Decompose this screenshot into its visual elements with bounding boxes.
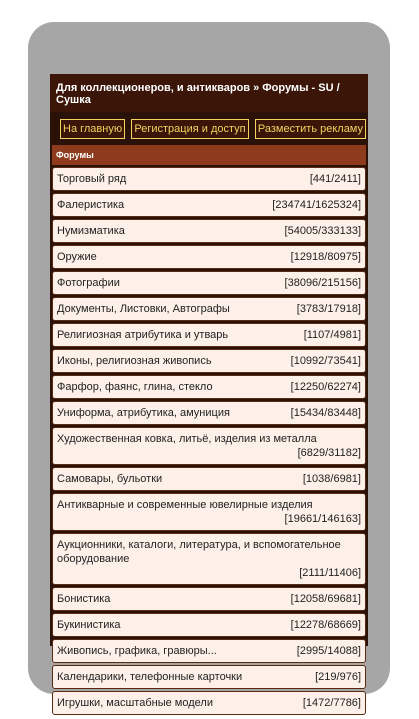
forum-row-weapons[interactable] bbox=[52, 245, 366, 269]
forum-count: [219/976] bbox=[315, 671, 361, 683]
forum-row-porcelain[interactable] bbox=[52, 375, 366, 399]
forum-count: [12058/69681] bbox=[290, 593, 361, 605]
forum-count: [2995/14088] bbox=[296, 645, 361, 657]
forum-title[interactable]: Игрушки, масштабные модели bbox=[57, 697, 213, 709]
forum-title[interactable]: Художественная ковка, литьё, изделия из металла bbox=[57, 433, 317, 445]
forum-count: [54005/333133] bbox=[284, 225, 361, 237]
forum-row-calendars[interactable] bbox=[52, 665, 366, 689]
forum-title[interactable]: Религиозная атрибутика и утварь bbox=[57, 329, 229, 341]
forum-title[interactable]: Фалеристика bbox=[57, 199, 125, 211]
forum-title[interactable]: Документы, Листовки, Автографы bbox=[57, 303, 230, 315]
forum-row-toys[interactable] bbox=[52, 691, 366, 715]
forum-title[interactable]: Оружие bbox=[57, 251, 97, 263]
forum-title[interactable]: Бонистика bbox=[57, 593, 111, 605]
forum-count: [234741/1625324] bbox=[272, 199, 361, 211]
forum-row-samovars[interactable] bbox=[52, 467, 366, 491]
forum-row-metalwork[interactable] bbox=[52, 427, 366, 465]
forum-count: [1038/6981] bbox=[302, 473, 361, 485]
forum-title[interactable]: Календарики, телефонные карточки bbox=[57, 671, 243, 683]
forum-count: [441/2411] bbox=[309, 173, 361, 185]
forum-row-religious[interactable] bbox=[52, 323, 366, 347]
forum-title[interactable]: Фотографии bbox=[57, 277, 120, 289]
page-title: Для коллекционеров, и антикваров » Форумы - SU / Сушка bbox=[56, 82, 340, 106]
forum-row-trading[interactable] bbox=[52, 167, 366, 191]
forum-count: [12918/80975] bbox=[290, 251, 361, 263]
browser-screen bbox=[50, 74, 368, 709]
advertise-button[interactable]: Разместить рекламу bbox=[255, 119, 366, 139]
section-title: Форумы bbox=[56, 150, 94, 160]
forum-title[interactable]: Нумизматика bbox=[57, 225, 125, 237]
forum-row-documents[interactable] bbox=[52, 297, 366, 321]
forum-title[interactable]: Торговый ряд bbox=[57, 173, 127, 185]
forum-row-uniform[interactable] bbox=[52, 401, 366, 425]
nav-bar bbox=[50, 112, 368, 143]
forum-count: [6829/31182] bbox=[297, 447, 361, 459]
forum-count: [38096/215156] bbox=[284, 277, 361, 289]
forum-row-faleristics[interactable] bbox=[52, 193, 366, 217]
forum-title[interactable]: Самовары, бульотки bbox=[57, 473, 163, 485]
forum-row-books[interactable] bbox=[52, 613, 366, 637]
forum-count: [15434/83448] bbox=[290, 407, 361, 419]
forum-row-jewelry[interactable] bbox=[52, 493, 366, 531]
forum-title[interactable]: Живопись, графика, гравюры... bbox=[57, 645, 217, 657]
forum-count: [12278/68669] bbox=[290, 619, 361, 631]
forum-row-auctions[interactable] bbox=[52, 533, 366, 585]
forum-row-photos[interactable] bbox=[52, 271, 366, 295]
forum-count: [1472/7786] bbox=[302, 697, 361, 709]
forum-row-icons[interactable] bbox=[52, 349, 366, 373]
forum-count: [10992/73541] bbox=[290, 355, 361, 367]
forum-title[interactable]: Фарфор, фаянс, глина, стекло bbox=[57, 381, 213, 393]
register-button[interactable]: Регистрация и доступ bbox=[131, 119, 248, 139]
forum-title[interactable]: Иконы, религиозная живопись bbox=[57, 355, 212, 367]
page-header bbox=[50, 74, 368, 112]
home-button[interactable]: На главную bbox=[60, 119, 125, 139]
forum-count: [1107/4981] bbox=[303, 329, 361, 341]
forum-title[interactable]: Букинистика bbox=[57, 619, 121, 631]
forum-count: [2111/11406] bbox=[299, 567, 361, 579]
forum-count: [19661/146163] bbox=[284, 513, 361, 525]
forum-title[interactable]: Униформа, атрибутика, амуниция bbox=[57, 407, 230, 419]
forum-list bbox=[50, 167, 368, 715]
forum-title[interactable]: Антикварные и современные ювелирные изделия bbox=[57, 499, 313, 511]
forum-count: [12250/62274] bbox=[290, 381, 361, 393]
forum-row-numismatics[interactable] bbox=[52, 219, 366, 243]
forums-section-header bbox=[52, 145, 366, 165]
forum-row-banknotes[interactable] bbox=[52, 587, 366, 611]
forum-title[interactable]: Аукционники, каталоги, литература, и вспомогательное оборудование bbox=[57, 539, 341, 565]
forum-count: [3783/17918] bbox=[296, 303, 361, 315]
forum-row-painting[interactable] bbox=[52, 639, 366, 663]
